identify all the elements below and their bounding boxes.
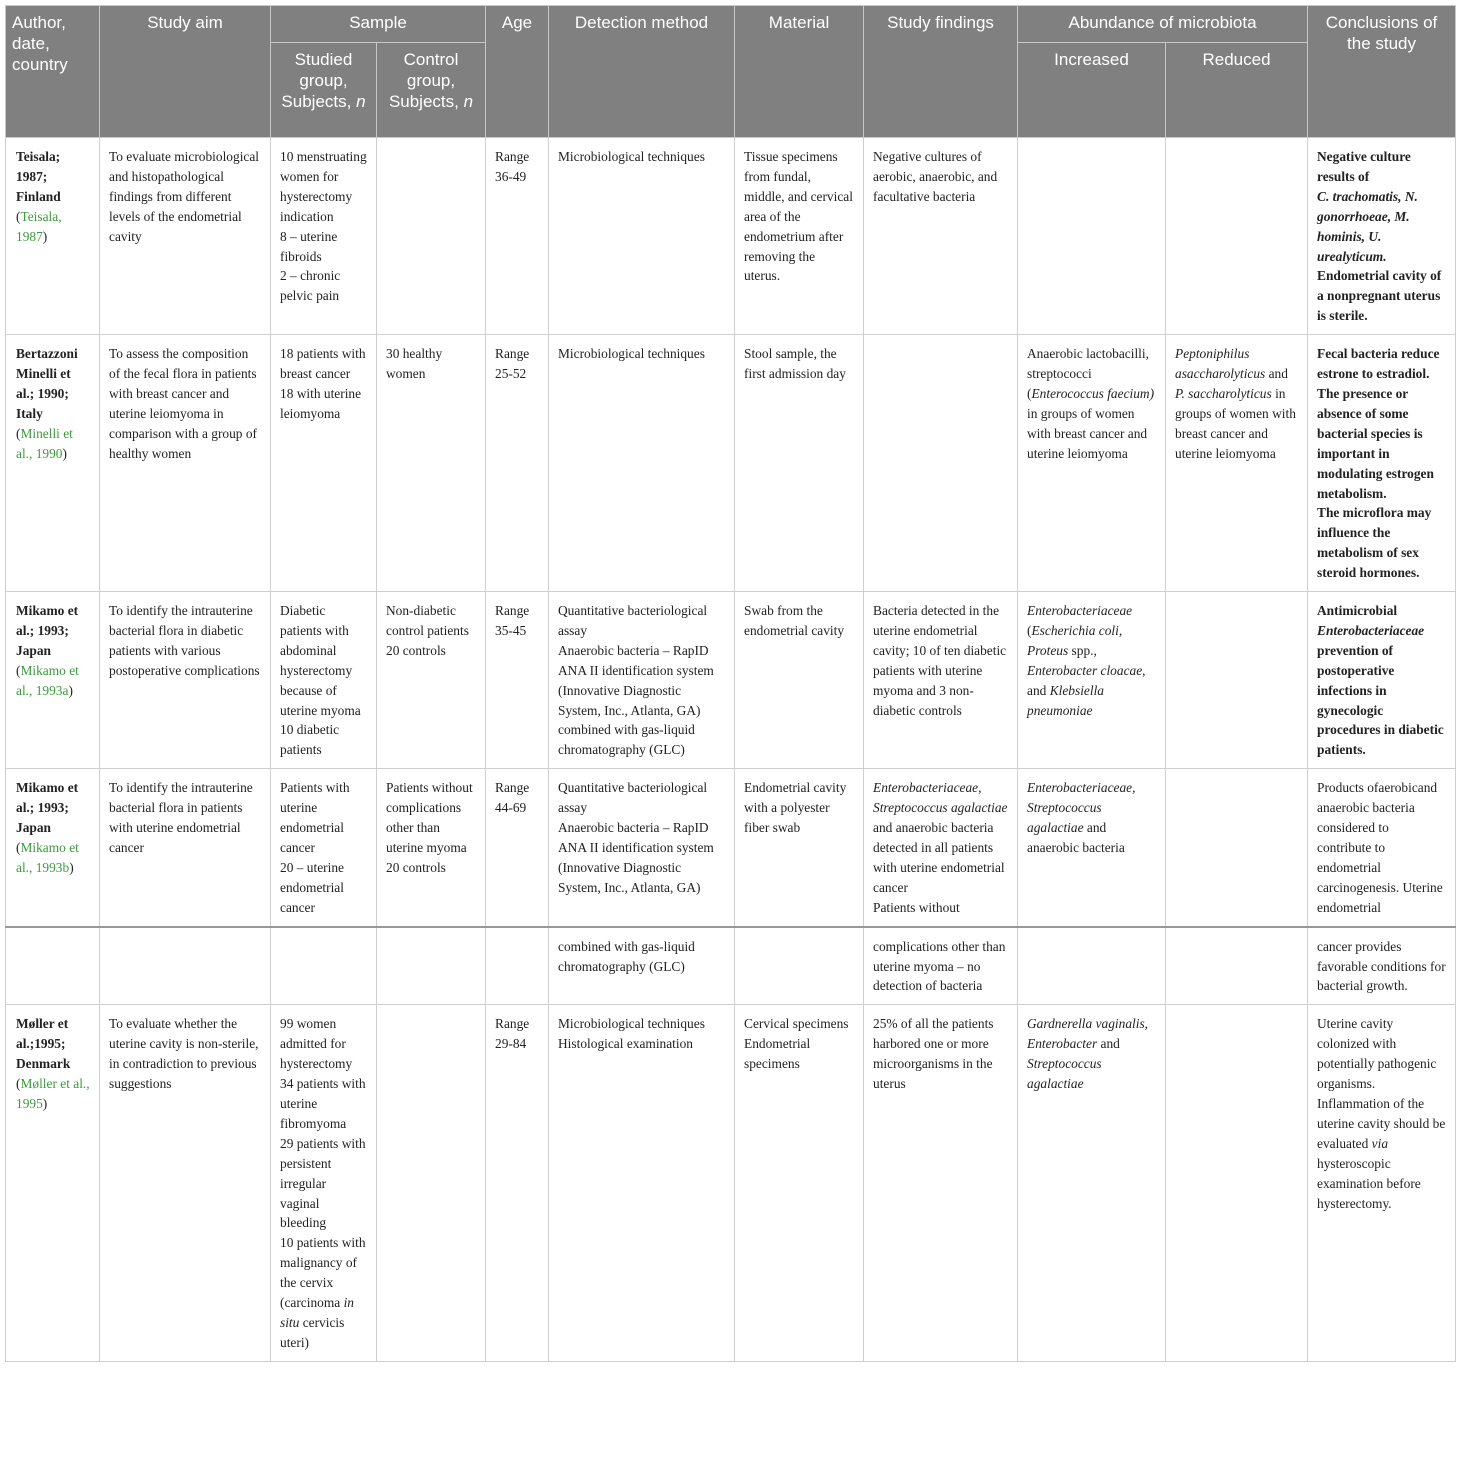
increased-text: spp., <box>1068 642 1097 658</box>
method-line: Histological examination <box>558 1036 694 1052</box>
control-line: 20 controls <box>386 642 446 658</box>
studied-label: Studied group, Subjects, <box>281 50 353 111</box>
author-text: Møller et al.;1995; Denmark <box>16 1016 71 1072</box>
studied-n: n <box>356 92 366 111</box>
cell-material: Tissue specimens from fundal, middle, and cervical area of the endometrium after removing the uterus. <box>735 138 864 335</box>
cell-studied <box>271 138 377 335</box>
cell-control <box>377 1005 486 1361</box>
increased-text: and <box>1097 1036 1120 1052</box>
conclusion-line: The presence or absence of some bacterial species is important in modulating estrogen metabolism. <box>1317 385 1434 501</box>
increased-text: , and <box>1027 662 1146 698</box>
author-text: Teisala; 1987; Finland <box>16 149 61 204</box>
reference-link[interactable]: Minelli et al., 1990 <box>16 425 73 461</box>
conclusion-text: Antimicrobial <box>1317 603 1398 619</box>
table-row <box>6 335 1456 592</box>
control-line: 20 controls <box>386 859 446 875</box>
conclusion-line: Fecal bacteria reduce estrone to estradiol. <box>1317 346 1440 382</box>
study-table <box>5 5 1456 1362</box>
header-studied-group <box>271 43 377 138</box>
cell-findings <box>864 335 1018 592</box>
cell-aim: To identify the intrauterine bacterial flora in patients with uterine endometrial cancer <box>100 769 271 927</box>
increased-species: Enterobacter <box>1027 1036 1098 1052</box>
conclusion-text: prevention of postoperative infections in gynecologic procedures in diabetic patients. <box>1317 642 1444 758</box>
reference-link[interactable]: Mikamo et al., 1993b <box>16 840 79 875</box>
header-detection-method: Detection method <box>549 6 735 138</box>
author-text: Mikamo et al.; 1993; Japan <box>16 603 79 658</box>
header-reduced: Reduced <box>1166 43 1308 138</box>
conclusion-line: Negative culture results of <box>1317 149 1411 184</box>
studied-line: 10 diabetic patients <box>280 722 340 758</box>
cell-aim <box>100 927 271 1005</box>
cell-aim: To evaluate microbiological and histopathological findings from different levels of the endometrial cavity <box>100 138 271 335</box>
studied-text: cervicis uteri) <box>280 1314 345 1350</box>
cell-reduced <box>1166 769 1308 927</box>
reduced-species: Peptoniphilus asaccharolyticus <box>1175 346 1266 382</box>
cell-studied <box>271 335 377 592</box>
cell-reduced <box>1166 335 1308 592</box>
cell-conclusions <box>1308 138 1456 335</box>
method-line: Microbiological techniques <box>558 346 705 362</box>
studied-line: 29 patients with persistent irregular vaginal bleeding <box>280 1135 366 1231</box>
studied-line: 18 patients with breast cancer <box>280 346 366 382</box>
cell-author: Møller et al.;1995; Denmark (Møller et al., 1995) <box>6 1005 100 1361</box>
cell-material: Swab from the endometrial cavity <box>735 592 864 769</box>
increased-text: in groups of women with breast cancer and uterine leiomyoma <box>1027 405 1148 461</box>
reference-link[interactable]: Mikamo et al., 1993a <box>16 662 79 698</box>
conclusion-italic: via <box>1371 1135 1389 1151</box>
reduced-text: in groups of women with breast cancer and uterine leiomyoma <box>1175 385 1296 461</box>
reduced-species: P. saccharolyticus <box>1175 385 1272 401</box>
header-increased: Increased <box>1018 43 1166 138</box>
cell-findings: complications other than uterine myoma – no detection of bacteria <box>864 927 1018 1005</box>
findings-text: Patients without <box>873 899 960 915</box>
material-line: Cervical specimens <box>744 1016 849 1032</box>
increased-species: Enterobacteriaceae <box>1027 603 1133 619</box>
table-row <box>6 1005 1456 1361</box>
studied-text: 10 patients with malignancy of the cervix (carcinoma <box>280 1235 366 1311</box>
cell-control <box>377 927 486 1005</box>
cell-method: combined with gas-liquid chromatography (GLC) <box>549 927 735 1005</box>
cell-conclusions: cancer provides favorable conditions for bacterial growth. <box>1308 927 1456 1005</box>
header-age: Age <box>486 6 549 138</box>
cell-material: Endometrial cavity with a polyester fiber swab <box>735 769 864 927</box>
studied-line: 18 with uterine leiomyoma <box>280 385 362 421</box>
cell-age: Range 44-69 <box>486 769 549 927</box>
cell-method <box>549 592 735 769</box>
cell-reduced <box>1166 927 1308 1005</box>
author-text: Mikamo et al.; 1993; Japan <box>16 780 79 836</box>
conclusion-line: C. trachomatis, N. gonorrhoeae, M. hominis, U. urealyticum. <box>1317 188 1418 264</box>
findings-text: and anaerobic bacteria detected in all patients with uterine endometrial cancer <box>873 820 1005 895</box>
cell-material: Stool sample, the first admission day <box>735 335 864 592</box>
studied-line: 20 – uterine endometrial cancer <box>280 859 344 915</box>
studied-line: Patients with uterine endometrial cancer <box>280 780 350 855</box>
cell-aim: To identify the intrauterine bacterial flora in diabetic patients with various postoperative complications <box>100 592 271 769</box>
method-line: Quantitative bacteriological assay <box>558 780 708 816</box>
cell-control <box>377 769 486 927</box>
studied-italic: in situ <box>280 1295 354 1330</box>
studied-line: 34 patients with uterine fibromyoma <box>280 1076 366 1131</box>
cell-aim: To assess the composition of the fecal flora in patients with breast cancer and uterine leiomyoma in comparison with a group of healthy women <box>100 335 271 592</box>
cell-method <box>549 138 735 335</box>
header-conclusions: Conclusions of the study <box>1308 6 1456 138</box>
cell-findings: 25% of all the patients harbored one or more microorganisms in the uterus <box>864 1005 1018 1361</box>
cell-increased <box>1018 927 1166 1005</box>
author-text: Bertazzoni Minelli et al.; 1990; Italy <box>16 346 78 421</box>
control-line: Patients without complications other than uterine myoma <box>386 780 473 855</box>
cell-material <box>735 1005 864 1361</box>
cell-studied <box>271 769 377 927</box>
studied-line: Diabetic patients with abdominal hysterectomy because of uterine myoma <box>280 603 361 718</box>
cell-studied <box>271 592 377 769</box>
cell-increased <box>1018 138 1166 335</box>
studied-line: 10 menstruating women for hysterectomy indication <box>280 149 367 224</box>
cell-increased <box>1018 1005 1166 1361</box>
header-sample: Sample <box>271 6 486 43</box>
table-row <box>6 592 1456 769</box>
studied-line: 8 – uterine fibroids <box>280 228 338 264</box>
table-row <box>6 138 1456 335</box>
increased-species: Klebsiella pneumoniae <box>1027 682 1105 718</box>
cell-author: Mikamo et al.; 1993; Japan (Mikamo et al., 1993b) <box>6 769 100 927</box>
cell-method <box>549 1005 735 1361</box>
header-control-group <box>377 43 486 138</box>
cell-reduced <box>1166 592 1308 769</box>
studied-line: 99 women admitted for hysterectomy <box>280 1016 353 1072</box>
cell-findings: Bacteria detected in the uterine endometrial cavity; 10 of ten diabetic patients with uterine myoma and 3 non-diabetic controls <box>864 592 1018 769</box>
increased-text: ( <box>1027 622 1032 638</box>
cell-studied <box>271 927 377 1005</box>
table-row <box>6 769 1456 927</box>
header-material: Material <box>735 6 864 138</box>
cell-conclusions <box>1308 335 1456 592</box>
reference-link[interactable]: Møller et al., 1995 <box>16 1076 90 1111</box>
cell-control <box>377 138 486 335</box>
cell-author: Bertazzoni Minelli et al.; 1990; Italy (Minelli et al., 1990) <box>6 335 100 592</box>
increased-text: Anaerobic lactobacilli, streptococci ( <box>1027 346 1149 401</box>
header-study-aim: Study aim <box>100 6 271 138</box>
cell-conclusions: Products ofaerobicand anaerobic bacteria considered to contribute to endometrial carcinogenesis. Uterine endometrial <box>1308 769 1456 927</box>
conclusion-species: Enterobacteriaceae <box>1317 622 1425 638</box>
table-row-continuation <box>6 927 1456 1005</box>
studied-line: 2 – chronic pelvic pain <box>280 268 341 304</box>
reduced-text: and <box>1265 366 1288 382</box>
cell-age <box>486 927 549 1005</box>
conclusion-text: Inflammation of the uterine cavity should be evaluated <box>1317 1095 1446 1151</box>
control-n: n <box>463 92 474 111</box>
control-line: Non-diabetic control patients <box>386 603 469 638</box>
conclusion-line: Endometrial cavity of a nonpregnant uterus is sterile. <box>1317 268 1442 324</box>
header-row <box>6 6 1456 43</box>
cell-author: Mikamo et al.; 1993; Japan (Mikamo et al., 1993a) <box>6 592 100 769</box>
cell-age: Range 35-45 <box>486 592 549 769</box>
increased-species: Streptococcus agalactiae <box>1027 1056 1102 1092</box>
reference-link[interactable]: Teisala, 1987 <box>16 208 62 244</box>
cell-method <box>549 769 735 927</box>
method-line: Microbiological techniques <box>558 149 705 164</box>
cell-increased <box>1018 769 1166 927</box>
header-study-findings: Study findings <box>864 6 1018 138</box>
cell-findings: Negative cultures of aerobic, anaerobic, and facultative bacteria <box>864 138 1018 335</box>
conclusion-line: The microflora may influence the metabolism of sex steroid hormones. <box>1317 505 1432 581</box>
cell-method <box>549 335 735 592</box>
cell-increased <box>1018 335 1166 592</box>
cell-conclusions <box>1308 592 1456 769</box>
conclusion-line: Uterine cavity colonized with potentially pathogenic organisms. <box>1317 1016 1437 1092</box>
cell-age: Range 36-49 <box>486 138 549 335</box>
increased-species: Escherichia coli, Proteus <box>1027 622 1123 658</box>
increased-text: , <box>1144 1016 1149 1032</box>
increased-species: Enterobacter cloacae <box>1027 662 1143 678</box>
cell-reduced <box>1166 138 1308 335</box>
method-line: Anaerobic bacteria – RapID ANA II identification system (Innovative Diagnostic System, Inc., Atlanta, GA) combined with gas-liquid chromatography (GLC) <box>558 642 714 758</box>
cell-author: Teisala; 1987; Finland (Teisala, 1987) <box>6 138 100 335</box>
cell-reduced <box>1166 1005 1308 1361</box>
increased-text: and anaerobic bacteria <box>1027 820 1125 855</box>
method-line: Microbiological techniques <box>558 1016 705 1032</box>
method-line: Quantitative bacteriological assay <box>558 603 708 638</box>
cell-age: Range 25-52 <box>486 335 549 592</box>
cell-aim: To evaluate whether the uterine cavity is non-sterile, in contradiction to previous suggestions <box>100 1005 271 1361</box>
method-line: Anaerobic bacteria – RapID ANA II identification system (Innovative Diagnostic System, Inc., Atlanta, GA) <box>558 820 714 895</box>
findings-species: Enterobacteriaceae, Streptococcus agalactiae <box>873 780 1008 816</box>
cell-author <box>6 927 100 1005</box>
header-abundance: Abundance of microbiota <box>1018 6 1308 43</box>
conclusion-text: hysteroscopic examination before hysterectomy. <box>1317 1155 1421 1211</box>
cell-conclusions <box>1308 1005 1456 1361</box>
cell-findings <box>864 769 1018 927</box>
header-author: Author, date, country <box>6 6 100 138</box>
cell-studied <box>271 1005 377 1361</box>
studied-line <box>280 1233 367 1352</box>
cell-material <box>735 927 864 1005</box>
cell-control <box>377 592 486 769</box>
increased-species: Enterococcus faecium) <box>1031 385 1155 401</box>
cell-age: Range 29-84 <box>486 1005 549 1361</box>
increased-species: Enterobacteriaceae, Streptococcus agalactiae <box>1027 780 1136 836</box>
cell-increased <box>1018 592 1166 769</box>
control-label: Control group, Subjects, <box>388 50 459 111</box>
cell-control: 30 healthy women <box>377 335 486 592</box>
increased-species: Gardnerella vaginalis <box>1027 1016 1145 1032</box>
material-line: Endometrial specimens <box>744 1036 811 1072</box>
